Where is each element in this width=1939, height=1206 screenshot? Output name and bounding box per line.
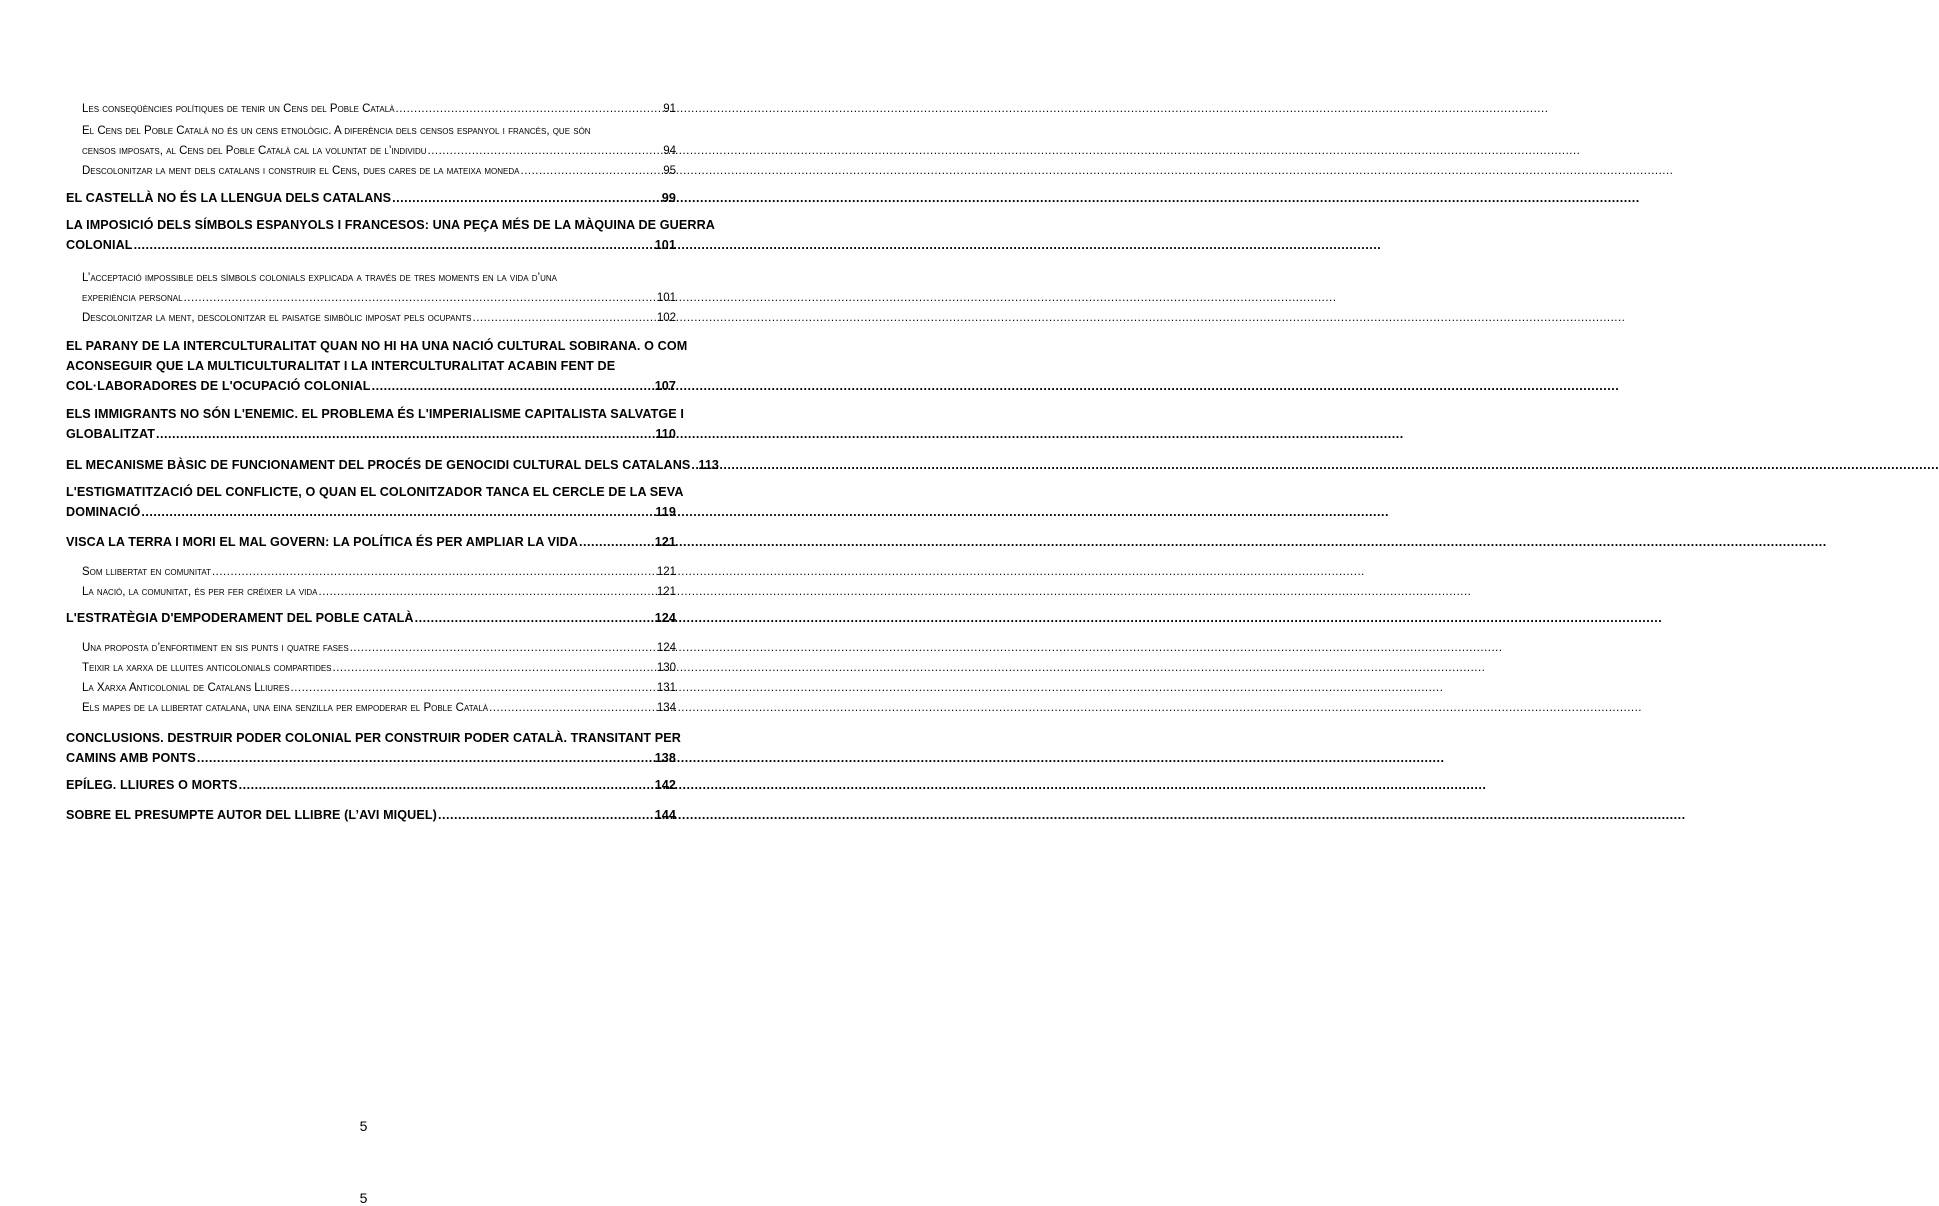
dot-leader [438,805,654,825]
dot-leader [319,582,656,602]
toc-entry-title: L'ESTIGMATITZACIÓ DEL CONFLICTE, O QUAN EL COLONITZADOR TANCA EL CERCLE DE LA SEVA [66,485,684,499]
dot-leader [396,99,663,119]
toc-page-number: 121 [654,535,676,549]
toc-entry-line [66,235,676,255]
toc-entry-title: El Cens del Poble Català no és un cens etnològic. A diferència dels censos espanyol i francès, que són [82,125,591,137]
toc-entry-title: DOMINACIÓ [66,505,141,519]
toc-entry-line [66,455,720,475]
toc-entry-line [66,608,676,628]
toc-entry-title: Som llibertat en comunitat [82,566,211,578]
toc-section-entry[interactable] [82,678,676,698]
toc-page-number: 99 [661,191,676,205]
toc-entry-title: experiència personal [82,292,183,304]
toc-entry-line [82,698,676,718]
toc-entry-line [66,748,676,768]
toc-entry-title: censos imposats, al Cens del Poble Català cal la voluntat de l’individu [82,145,427,157]
toc-entry-title: COL·LABORADORES DE L'OCUPACIÓ COLONIAL [66,379,371,393]
toc-chapter-entry[interactable] [66,608,676,628]
toc-section-entry[interactable] [82,121,676,161]
toc-entry-title: CAMINS AMB PONTS [66,751,196,765]
toc-entry-line [82,288,676,308]
dot-leader [212,562,656,582]
dot-leader [489,698,656,718]
toc-chapter-entry[interactable] [66,404,684,444]
dot-leader [691,455,697,475]
toc-chapter-entry[interactable] [66,336,688,396]
dot-leader [156,424,654,444]
toc-entry-line [66,376,676,396]
dot-leader [291,678,656,698]
toc-entry-title: La Xarxa Anticolonial de Catalans Lliures [82,682,290,694]
dot-leader [141,502,654,522]
toc-chapter-entry[interactable] [66,482,684,522]
toc-entry-title: Descolonitzar la ment dels catalans i construir el Cens, dues cares de la mateixa moneda [82,165,520,177]
toc-page-number: 102 [656,312,676,324]
dot-leader [473,308,656,328]
dot-leader [197,748,654,768]
dot-leader [428,141,663,161]
toc-page-number: 101 [654,238,676,252]
toc-entry-title: Teixir la xarxa de lluites anticolonials compartides [82,662,332,674]
toc-page-number: 110 [655,427,676,441]
dot-leader [579,532,654,552]
toc-entry-title: SOBRE EL PRESUMPTE AUTOR DEL LLIBRE (L’AVI MIQUEL) [66,808,437,822]
toc-entry-title: GLOBALITZAT [66,427,156,441]
dot-leader [134,235,654,255]
toc-page-number: 113 [698,458,720,472]
toc-chapter-entry[interactable] [66,728,681,768]
toc-entry-title: CONCLUSIONS. DESTRUIR PODER COLONIAL PER CONSTRUIR PODER CATALÀ. TRANSITANT PER [66,731,681,745]
toc-entry-line [66,188,676,208]
toc-chapter-entry[interactable] [66,455,720,475]
toc-page-number: 121 [656,566,676,578]
toc-entry-title: Els mapes de la llibertat catalana, una eina senzilla per empoderar el Poble Català [82,702,489,714]
toc-chapter-entry[interactable] [66,188,676,208]
toc-entry-line [66,336,688,356]
toc-page-number: 91 [663,103,676,115]
toc-entry-line [66,482,684,502]
dot-leader [392,188,661,208]
toc-entry-line [82,658,676,678]
toc-page-number: 124 [654,611,676,625]
toc-section-entry[interactable] [82,161,676,181]
toc-entry-title: COLONIAL [66,238,133,252]
toc-entry-title: L'ESTRATÈGIA D'EMPODERAMENT DEL POBLE CATALÀ [66,611,414,625]
toc-entry-line [66,404,684,424]
toc-page-number: 119 [655,505,676,519]
toc-section-entry[interactable] [82,562,676,582]
dot-leader [350,638,656,658]
toc-entry-title: EPÍLEG. LLIURES O MORTS [66,778,238,792]
toc-entry-line [66,424,676,444]
toc-entry-line [66,215,715,235]
toc-entry-line [66,728,681,748]
toc-entry-title: VISCA LA TERRA I MORI EL MAL GOVERN: LA POLÍTICA ÉS PER AMPLIAR LA VIDA [66,535,579,549]
toc-entry-title: EL MECANISME BÀSIC DE FUNCIONAMENT DEL PROCÉS DE GENOCIDI CULTURAL DELS CATALANS [66,458,691,472]
toc-page-number: 101 [656,292,676,304]
toc-section-entry[interactable] [82,698,676,718]
toc-chapter-entry[interactable] [66,775,676,795]
toc-entry-title: Descolonitzar la ment, descolonitzar el paisatge simbòlic imposat pels ocupants [82,312,472,324]
toc-entry-line [82,582,676,602]
toc-section-entry[interactable] [82,99,676,119]
toc-entry-title: ACONSEGUIR QUE LA MULTICULTURALITAT I LA INTERCULTURALITAT ACABIN FENT DE [66,359,616,373]
toc-page-number: 94 [663,145,676,157]
toc-section-entry[interactable] [82,308,676,328]
dot-leader [415,608,654,628]
toc-page-number: 138 [654,751,676,765]
toc-entry-line [66,502,676,522]
toc-entry-title: EL PARANY DE LA INTERCULTURALITAT QUAN NO HI HA UNA NACIÓ CULTURAL SOBIRANA. O COM [66,339,688,353]
dot-leader [372,376,654,396]
toc-page-number: 121 [656,586,676,598]
toc-section-entry[interactable] [82,658,676,678]
toc-entry-title: Les conseqüències polítiques de tenir un Cens del Poble Català [82,103,395,115]
page-number: 5 [359,1118,368,1134]
toc-chapter-entry[interactable] [66,805,676,825]
toc-entry-line [82,562,676,582]
toc-entry-line [82,638,676,658]
toc-entry-title: EL CASTELLÀ NO ÉS LA LLENGUA DELS CATALANS [66,191,392,205]
toc-section-entry[interactable] [82,268,676,308]
toc-page-number: 142 [654,778,676,792]
dot-leader [184,288,656,308]
dot-leader [333,658,656,678]
dot-leader [239,775,654,795]
toc-page-number: 134 [656,702,676,714]
toc-page-number: 107 [654,379,676,393]
toc-entry-line [82,121,676,141]
toc-entry-line [82,308,676,328]
toc-entry-title: Una proposta d’enfortiment en sis punts i quatre fases [82,642,349,654]
toc-section-entry[interactable] [82,638,676,658]
toc-entry-line [82,141,676,161]
toc-page-number: 95 [663,165,676,177]
next-page-number-cut: 5 [359,1190,368,1206]
dot-leader [521,161,663,181]
toc-entry-line [82,268,676,288]
toc-entry-title: ELS IMMIGRANTS NO SÓN L'ENEMIC. EL PROBLEMA ÉS L'IMPERIALISME CAPITALISTA SALVATGE I [66,407,684,421]
toc-entry-line [66,532,676,552]
toc-page-number: 124 [656,642,676,654]
toc-entry-line [82,678,676,698]
toc-entry-line [66,356,676,376]
toc-entry-title: LA IMPOSICIÓ DELS SÍMBOLS ESPANYOLS I FRANCESOS: UNA PEÇA MÉS DE LA MÀQUINA DE GUERRA [66,218,715,232]
toc-entry-line [66,775,676,795]
toc-page-number: 130 [656,662,676,674]
toc-entry-title: La nació, la comunitat, és per fer créixer la vida [82,586,318,598]
toc-chapter-entry[interactable] [66,215,715,255]
toc-page-number: 144 [654,808,676,822]
toc-entry-line [82,161,676,181]
toc-entry-line [66,805,676,825]
toc-entry-title: L’acceptació impossible dels símbols colonials explicada a través de tres moments en la vida d’una [82,272,557,284]
toc-chapter-entry[interactable] [66,532,676,552]
toc-page-number: 131 [656,682,676,694]
toc-entry-line [82,99,676,119]
toc-section-entry[interactable] [82,582,676,602]
